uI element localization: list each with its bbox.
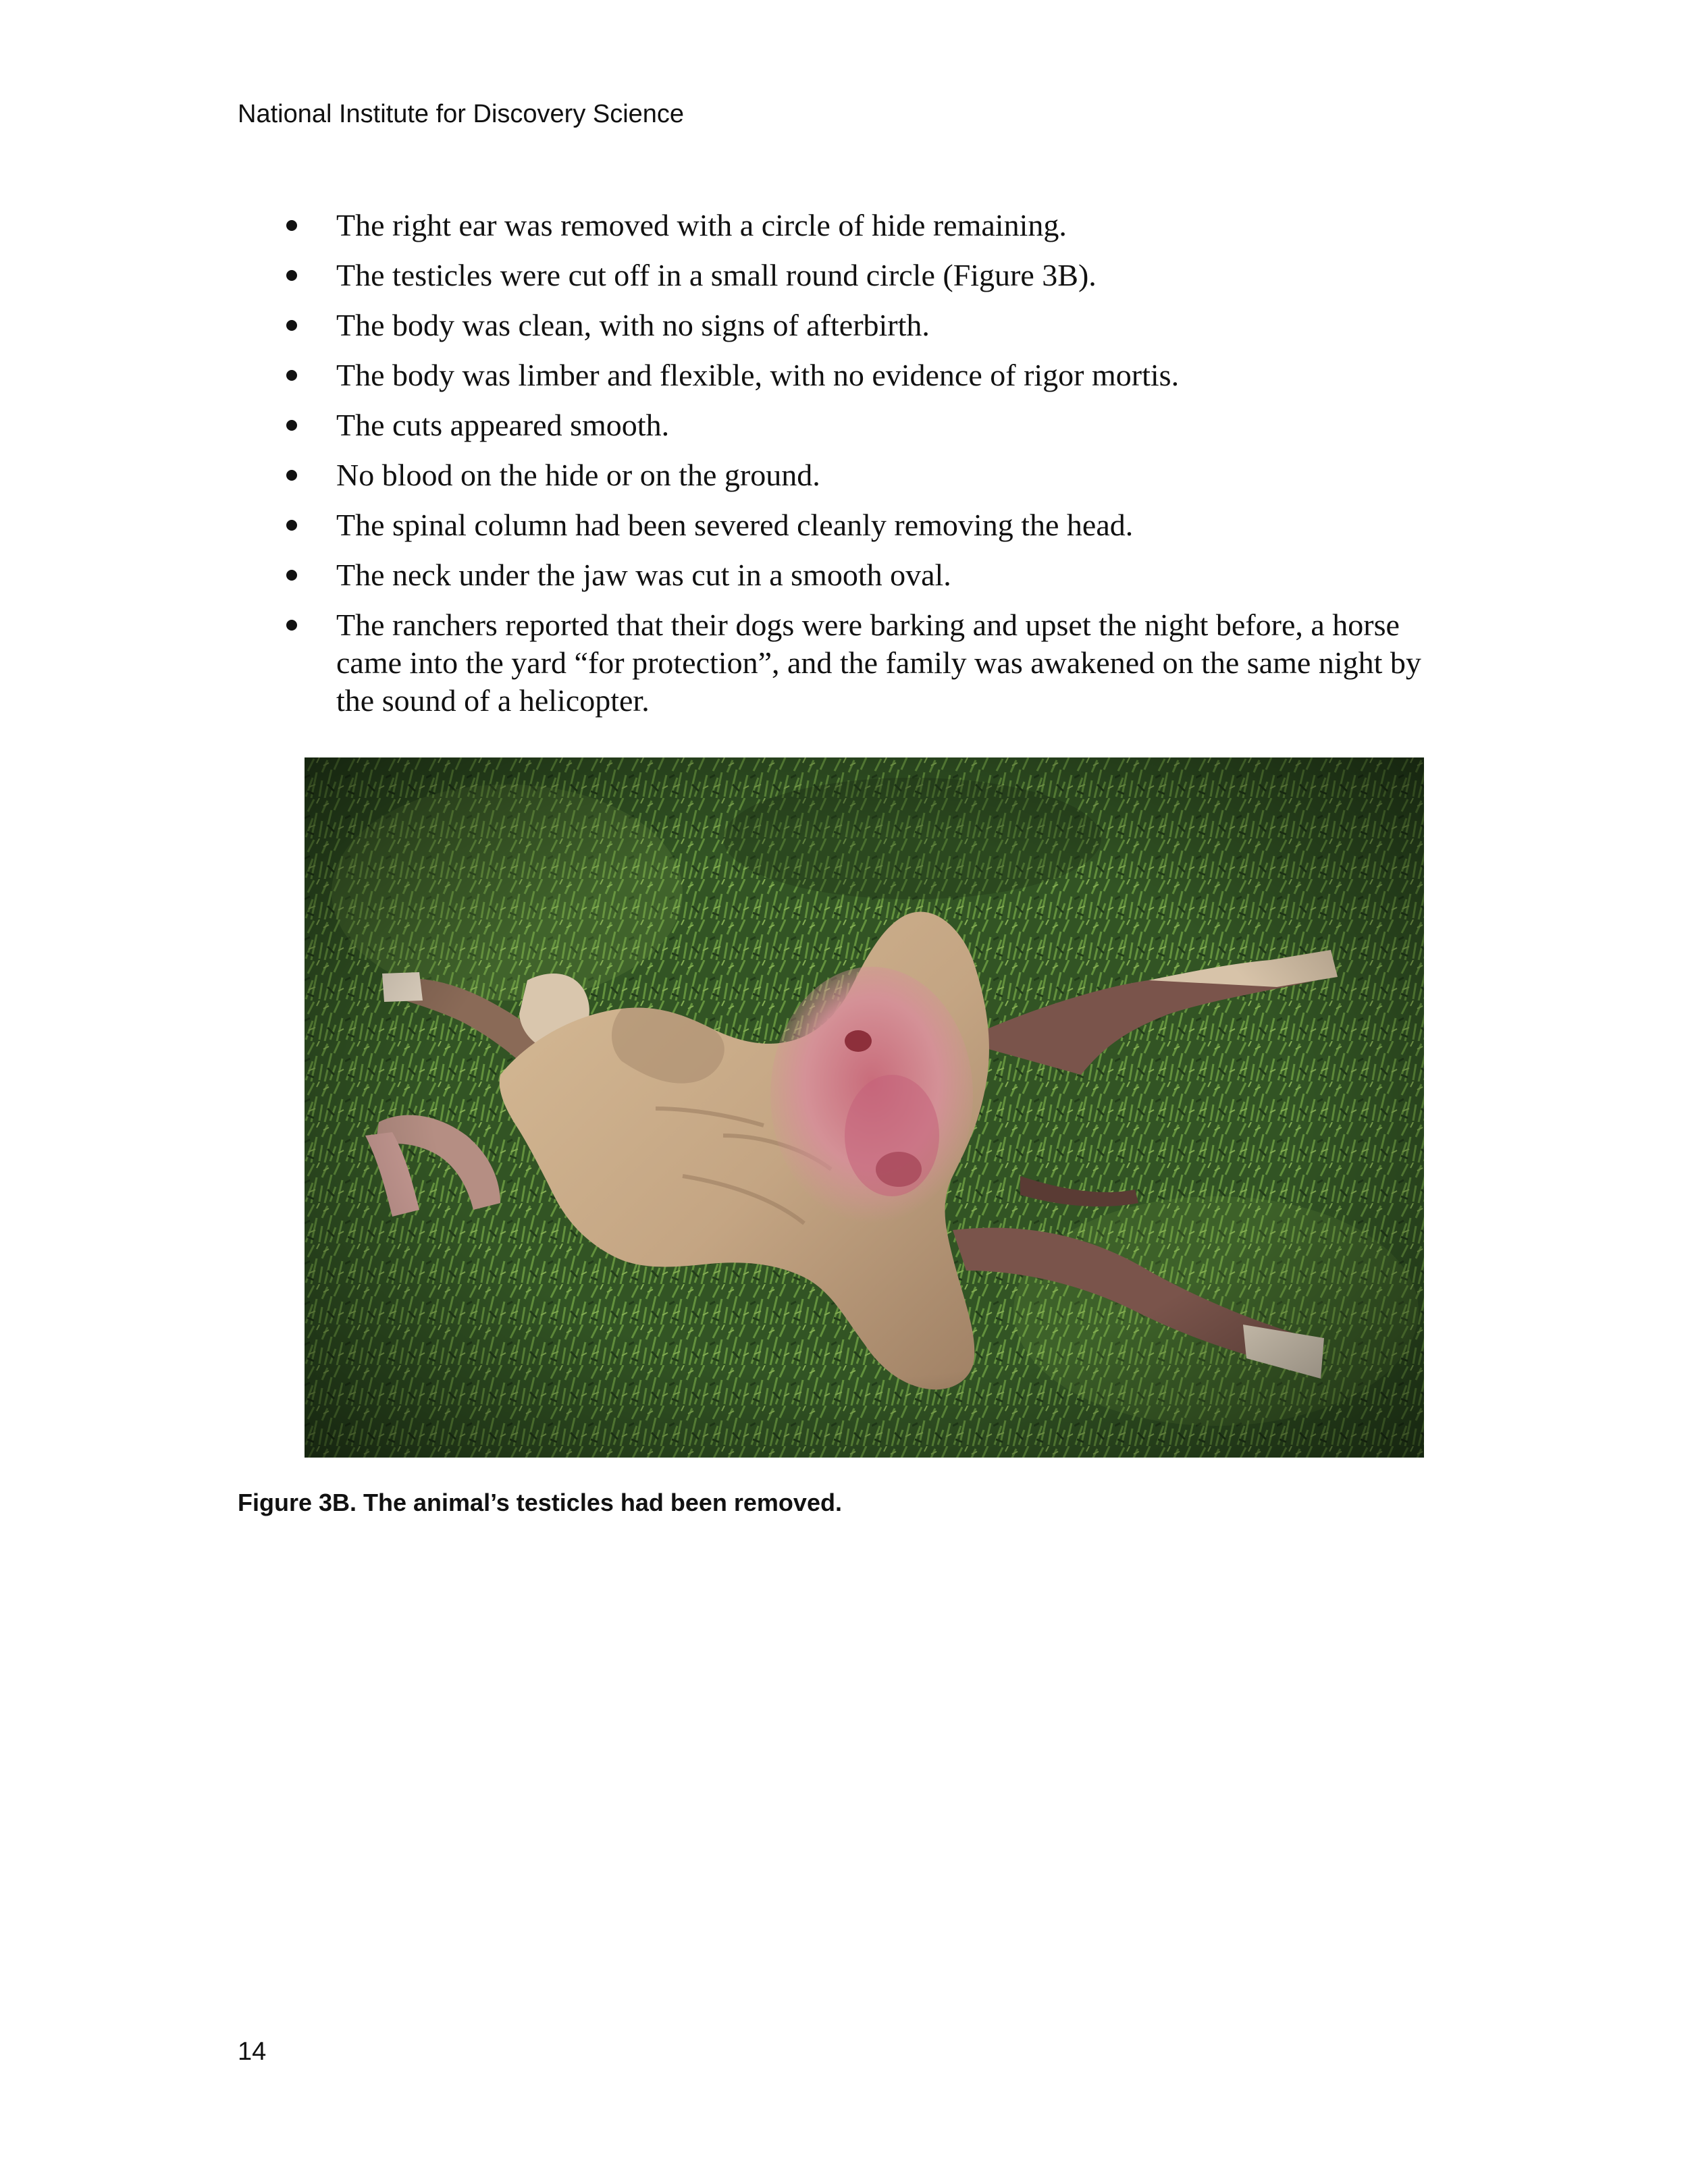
bullet-icon	[286, 570, 297, 581]
list-item	[285, 406, 1446, 444]
list-item	[285, 506, 1446, 544]
bullet-icon	[286, 620, 297, 631]
figure-photo	[305, 757, 1424, 1458]
list-item-text: The testicles were cut off in a small round circle (Figure 3B).	[336, 258, 1097, 292]
bullet-icon	[286, 470, 297, 481]
findings-list	[285, 207, 1446, 720]
list-item-text: The spinal column had been severed cleanly removing the head.	[336, 508, 1134, 542]
list-item	[285, 257, 1446, 294]
list-item	[285, 456, 1446, 494]
bullet-icon	[286, 520, 297, 531]
list-item-text: The right ear was removed with a circle of hide remaining.	[336, 208, 1067, 242]
list-item-text: The cuts appeared smooth.	[336, 408, 670, 442]
bullet-icon	[286, 220, 297, 231]
figure-caption: Figure 3B. The animal’s testicles had been removed.	[238, 1489, 842, 1516]
list-item	[285, 356, 1446, 394]
running-header: National Institute for Discovery Science	[238, 100, 685, 128]
bullet-icon	[286, 420, 297, 431]
list-item	[285, 207, 1446, 244]
bullet-icon	[286, 320, 297, 331]
list-item	[285, 606, 1446, 720]
list-item-text: The neck under the jaw was cut in a smooth oval.	[336, 558, 951, 592]
list-item-text: The ranchers reported that their dogs were barking and upset the night before, a horse came into the yard “for protection”, and the family was awakened on the same night by the sound of a helicopter.	[336, 608, 1421, 718]
list-item-text: The body was limber and flexible, with no evidence of rigor mortis.	[336, 358, 1180, 392]
list-item-text: No blood on the hide or on the ground.	[336, 458, 820, 492]
list-item	[285, 556, 1446, 594]
bullet-icon	[286, 270, 297, 281]
page-number: 14	[238, 2037, 267, 2066]
list-item-text: The body was clean, with no signs of afterbirth.	[336, 308, 930, 342]
list-item	[285, 307, 1446, 344]
bullet-icon	[286, 370, 297, 381]
